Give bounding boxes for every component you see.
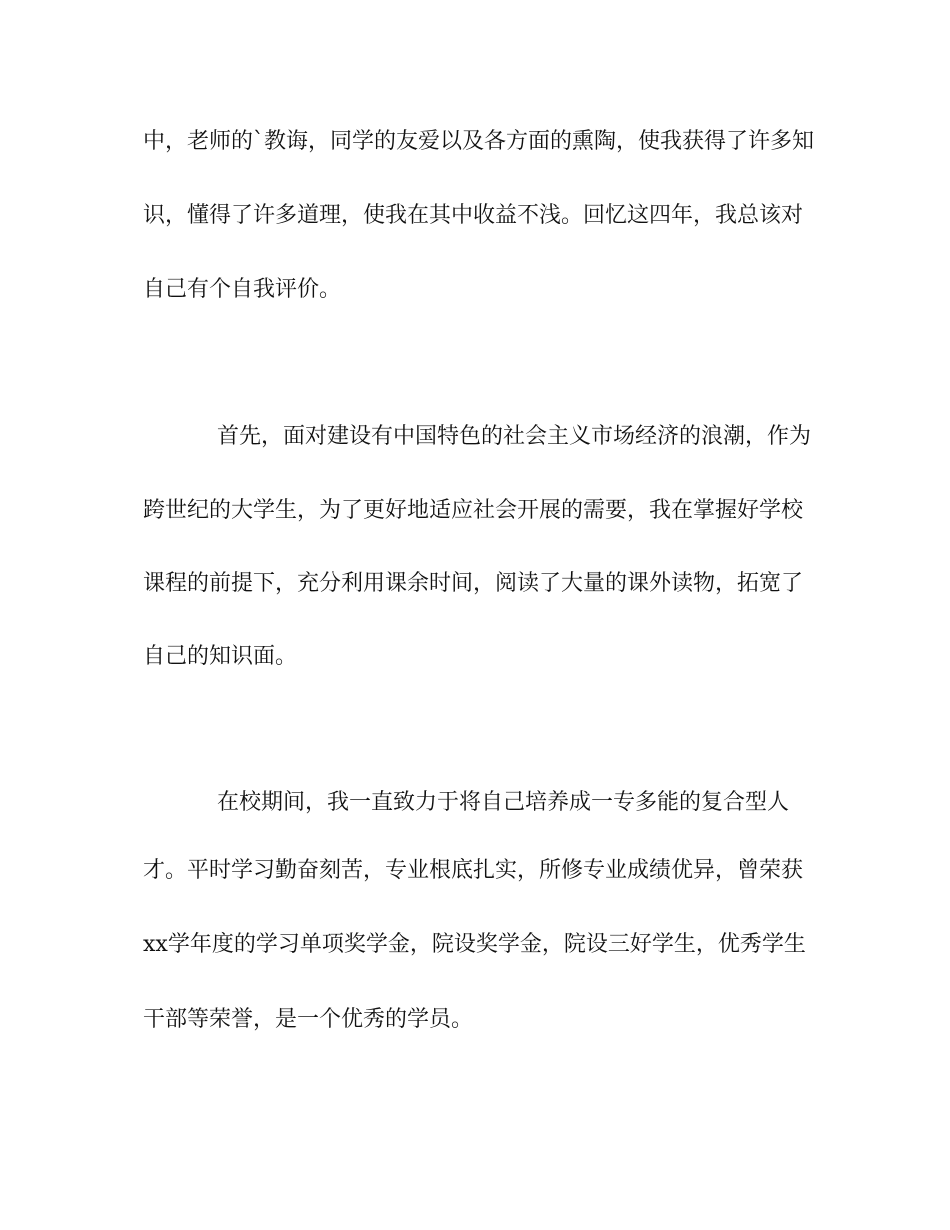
paragraph-1-line-3: 自己有个自我评价。 [143,277,342,302]
paragraph-3-line-3: xx学年度的学习单项奖学金，院设奖学金，院设三好学生，优秀学生 [143,932,806,957]
paragraph-2-line-2: 跨世纪的大学生，为了更好地适应社会开展的需要，我在掌握好学校 [143,498,804,523]
paragraph-2-line-3: 课程的前提下，充分利用课余时间，阅读了大量的课外读物，拓宽了 [143,571,804,596]
paragraph-3-line-2: 才。平时学习勤奋刻苦，专业根底扎实，所修专业成绩优异，曾荣获 [143,858,804,883]
paragraph-1-line-1: 中，老师的`教诲，同学的友爱以及各方面的熏陶，使我获得了许多知 [143,129,815,154]
paragraph-3-line-4: 干部等荣誉，是一个优秀的学员。 [143,1007,474,1032]
paragraph-2-line-1: 首先，面对建设有中国特色的社会主义市场经济的浪潮，作为 [217,424,812,449]
paragraph-3-line-1: 在校期间，我一直致力于将自己培养成一专多能的复合型人 [217,790,790,815]
paragraph-1-line-2: 识，懂得了许多道理，使我在其中收益不浅。回忆这四年，我总该对 [143,203,804,228]
paragraph-2-line-4: 自己的知识面。 [143,644,298,669]
